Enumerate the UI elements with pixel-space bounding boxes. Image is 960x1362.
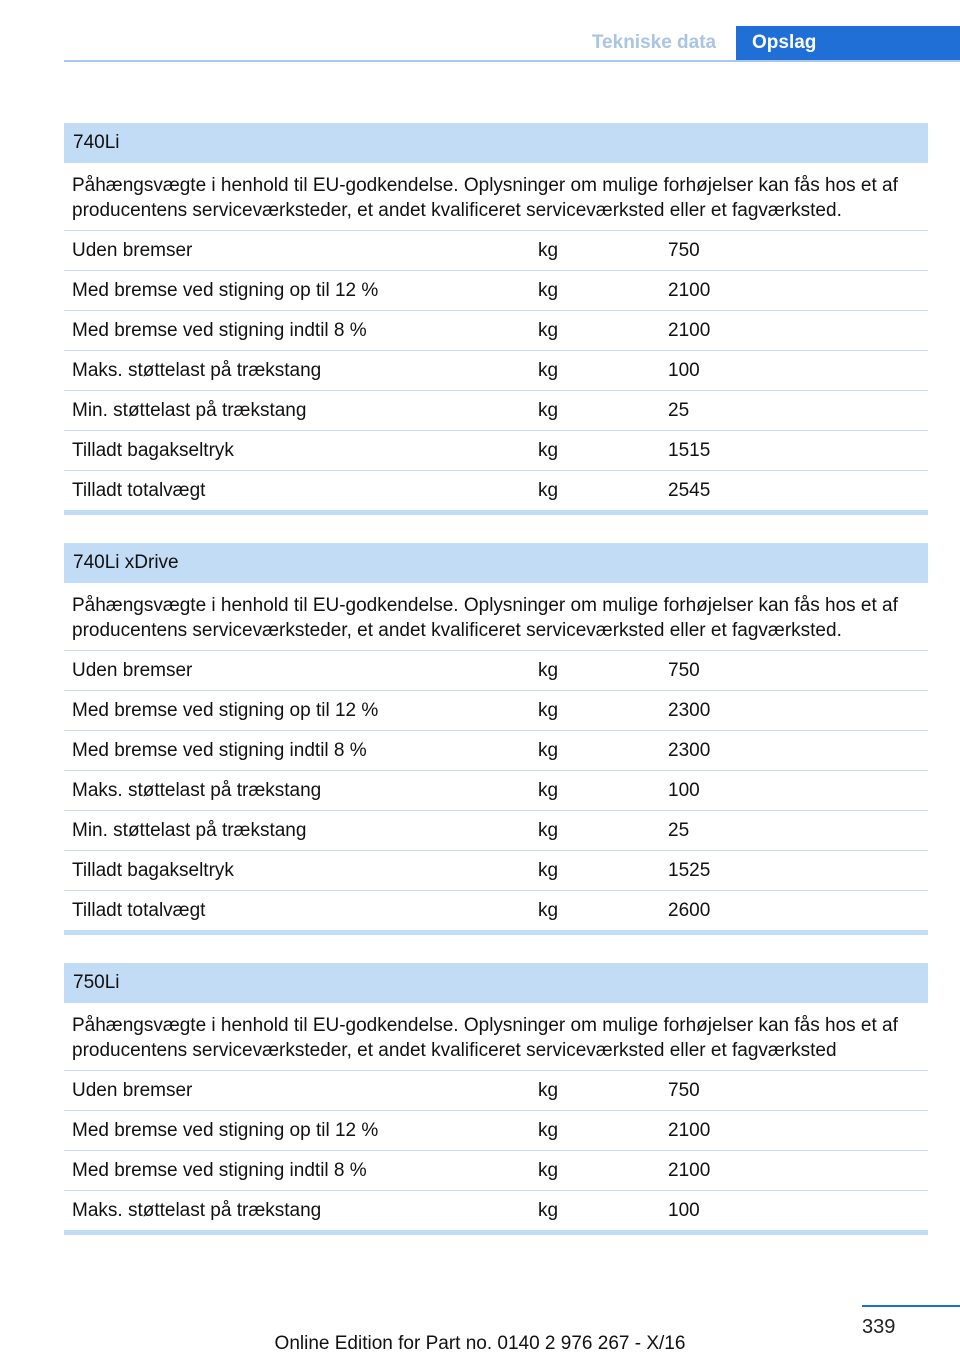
- row-label: Tilladt totalvægt: [72, 900, 206, 921]
- active-section-tab: Opslag: [736, 26, 960, 62]
- section-title: 740Li xDrive: [64, 543, 928, 583]
- page-number-rule: [862, 1305, 960, 1307]
- row-label: Med bremse ved stigning indtil 8 %: [72, 1160, 367, 1181]
- row-value: 1525: [668, 860, 711, 881]
- row-unit: kg: [538, 320, 559, 341]
- table-row: [64, 1151, 928, 1191]
- row-value: 25: [668, 400, 690, 421]
- row-value: 2300: [668, 740, 711, 761]
- section-end-rule: [64, 510, 928, 515]
- row-unit: kg: [538, 480, 559, 501]
- row-value: 2100: [668, 1120, 711, 1141]
- spec-section: [64, 123, 928, 515]
- row-unit: kg: [538, 440, 559, 461]
- row-value: 2100: [668, 1160, 711, 1181]
- row-label: Med bremse ved stigning op til 12 %: [72, 280, 379, 301]
- row-label: Tilladt bagakseltryk: [72, 860, 234, 881]
- section-description: Påhængsvægte i henhold til EU-godkendelse. Oplysninger om mulige forhøjelser kan fås hos et af producentens serviceværksteder, et andet kvalificeret serviceværksted eller et fagværksted.: [64, 583, 928, 651]
- table-row: [64, 391, 928, 431]
- header-divider: [64, 60, 960, 62]
- row-label: Min. støttelast på trækstang: [72, 820, 307, 841]
- row-unit: kg: [538, 700, 559, 721]
- section-end-rule: [64, 1230, 928, 1235]
- table-row: [64, 651, 928, 691]
- table-row: [64, 311, 928, 351]
- row-value: 100: [668, 1200, 700, 1221]
- row-value: 100: [668, 780, 700, 801]
- table-row: [64, 271, 928, 311]
- row-unit: kg: [538, 1160, 559, 1181]
- row-unit: kg: [538, 740, 559, 761]
- row-label: Uden bremser: [72, 240, 193, 261]
- row-label: Med bremse ved stigning indtil 8 %: [72, 740, 367, 761]
- row-unit: kg: [538, 780, 559, 801]
- row-unit: kg: [538, 860, 559, 881]
- row-label: Maks. støttelast på trækstang: [72, 780, 322, 801]
- section-end-rule: [64, 930, 928, 935]
- row-unit: kg: [538, 1080, 559, 1101]
- row-value: 100: [668, 360, 700, 381]
- section-title: 750Li: [64, 963, 928, 1003]
- table-row: [64, 351, 928, 391]
- row-value: 1515: [668, 440, 711, 461]
- spec-tables: [64, 123, 928, 1263]
- row-unit: kg: [538, 240, 559, 261]
- table-row: [64, 691, 928, 731]
- table-row: [64, 891, 928, 930]
- row-label: Med bremse ved stigning op til 12 %: [72, 1120, 379, 1141]
- row-label: Maks. støttelast på trækstang: [72, 360, 322, 381]
- section-title: 740Li: [64, 123, 928, 163]
- row-label: Med bremse ved stigning indtil 8 %: [72, 320, 367, 341]
- table-row: [64, 231, 928, 271]
- row-value: 2600: [668, 900, 711, 921]
- table-row: [64, 1111, 928, 1151]
- row-label: Uden bremser: [72, 1080, 193, 1101]
- row-unit: kg: [538, 360, 559, 381]
- row-label: Tilladt bagakseltryk: [72, 440, 234, 461]
- row-unit: kg: [538, 1200, 559, 1221]
- row-label: Min. støttelast på trækstang: [72, 400, 307, 421]
- page-number: 339: [862, 1316, 896, 1338]
- section-description: Påhængsvægte i henhold til EU-godkendelse. Oplysninger om mulige forhøjelser kan fås hos et af producentens serviceværksteder, et andet kvalificeret serviceværksted eller et fagværksted.: [64, 163, 928, 231]
- row-value: 2300: [668, 700, 711, 721]
- row-unit: kg: [538, 280, 559, 301]
- table-row: [64, 851, 928, 891]
- row-value: 25: [668, 820, 690, 841]
- row-value: 750: [668, 240, 700, 261]
- table-row: [64, 771, 928, 811]
- edition-footer: Online Edition for Part no. 0140 2 976 267 - X/16: [274, 1333, 686, 1354]
- row-unit: kg: [538, 660, 559, 681]
- row-unit: kg: [538, 820, 559, 841]
- row-unit: kg: [538, 1120, 559, 1141]
- row-label: Tilladt totalvægt: [72, 480, 206, 501]
- section-tab: Tekniske data: [591, 32, 717, 53]
- table-row: [64, 811, 928, 851]
- row-value: 2100: [668, 320, 711, 341]
- table-row: [64, 1071, 928, 1111]
- row-value: 750: [668, 1080, 700, 1101]
- row-unit: kg: [538, 400, 559, 421]
- spec-section: [64, 963, 928, 1235]
- section-description: Påhængsvægte i henhold til EU-godkendelse. Oplysninger om mulige forhøjelser kan fås hos et af producentens serviceværksteder, et andet kvalificeret serviceværksted eller et fagværksted: [64, 1003, 928, 1071]
- row-label: Med bremse ved stigning op til 12 %: [72, 700, 379, 721]
- row-label: Maks. støttelast på trækstang: [72, 1200, 322, 1221]
- row-value: 750: [668, 660, 700, 681]
- table-row: [64, 471, 928, 510]
- table-row: [64, 731, 928, 771]
- page-header: [0, 0, 960, 64]
- spec-section: [64, 543, 928, 935]
- table-row: [64, 1191, 928, 1230]
- row-value: 2545: [668, 480, 711, 501]
- table-row: [64, 431, 928, 471]
- row-unit: kg: [538, 900, 559, 921]
- row-value: 2100: [668, 280, 711, 301]
- row-label: Uden bremser: [72, 660, 193, 681]
